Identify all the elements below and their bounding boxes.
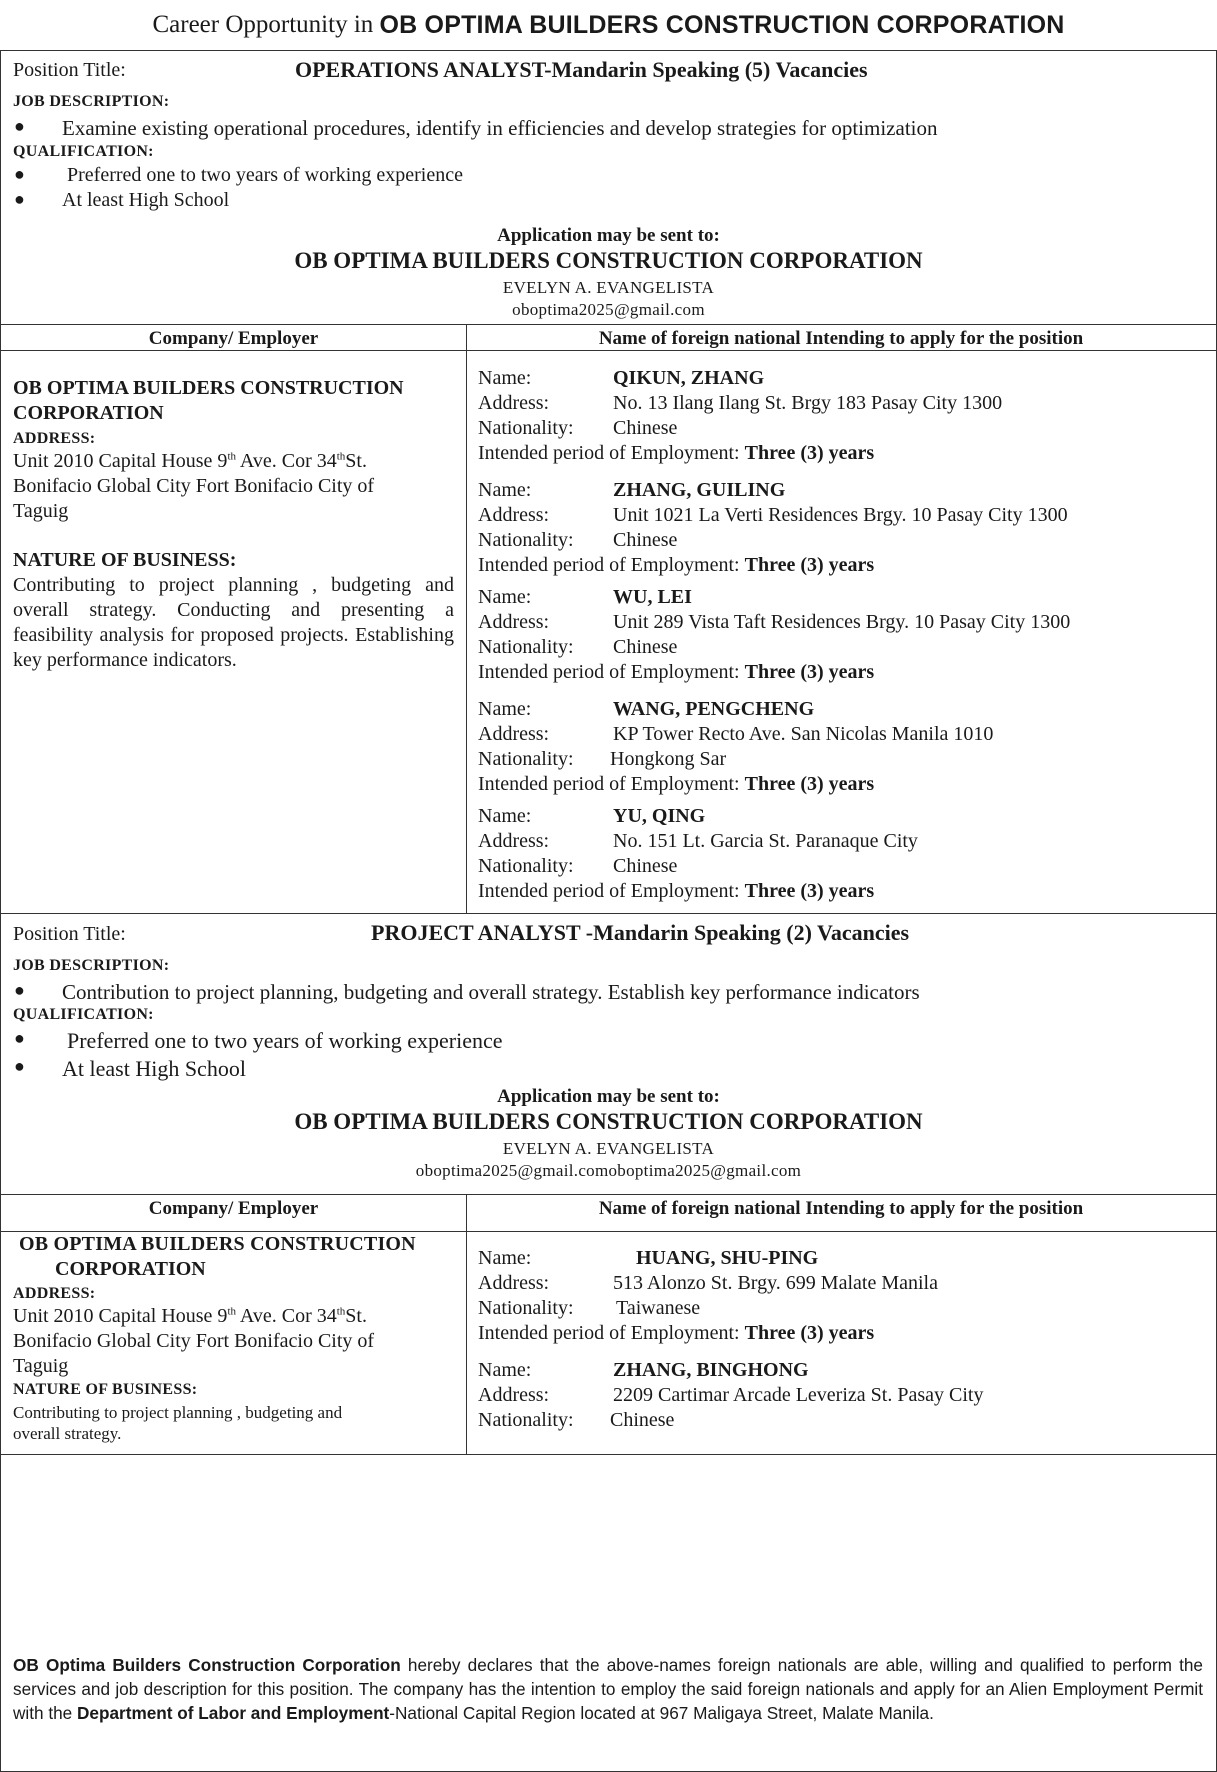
position2-job-desc-label: JOB DESCRIPTION:	[13, 957, 170, 974]
divider	[1, 1454, 1216, 1455]
column-divider	[466, 324, 467, 913]
position1-col-employer: Company/ Employer	[148, 328, 319, 349]
national-name: ZHANG, BINGHONG	[613, 1359, 809, 1381]
header-prefix: Career Opportunity in	[152, 11, 374, 38]
national-period: Three (3) years	[744, 773, 875, 795]
address-label: Address:	[478, 611, 550, 633]
national-nationality: Chinese	[613, 855, 678, 877]
declaration-company: OB Optima Builders Construction Corporation	[13, 1655, 401, 1675]
name-label: Name:	[478, 1247, 532, 1269]
national-address: Unit 1021 La Verti Residences Brgy. 10 Pasay City 1300	[613, 504, 1068, 526]
employer2-nature-cont: overall strategy.	[13, 1424, 122, 1443]
nationality-label: Nationality:	[478, 529, 574, 551]
nationality-label: Nationality:	[478, 748, 574, 770]
nationality-label: Nationality:	[478, 855, 574, 877]
address-label: Address:	[478, 392, 550, 414]
position2-app-contact: EVELYN A. EVANGELISTA	[502, 1139, 715, 1158]
employer1-nature-label: NATURE OF BUSINESS:	[13, 549, 237, 571]
position1-job-desc-item: ● Examine existing operational procedures, identify in efficiencies and develop strategies for optimization	[14, 116, 938, 140]
name-label: Name:	[478, 367, 532, 389]
position2-qual-label: QUALIFICATION:	[13, 1006, 154, 1023]
employer1-name: OB OPTIMA BUILDERS CONSTRUCTION	[13, 377, 404, 399]
name-label: Name:	[478, 1359, 532, 1381]
bullet-icon: ●	[14, 189, 25, 209]
address-label: Address:	[478, 723, 550, 745]
national-address: No. 13 Ilang Ilang St. Brgy 183 Pasay City 1300	[613, 392, 1003, 414]
name-label: Name:	[478, 586, 532, 608]
national-entry	[478, 479, 1198, 579]
period-label: Intended period of Employment:	[478, 554, 745, 576]
header-company: OB OPTIMA BUILDERS CONSTRUCTION CORPORATION	[379, 10, 1065, 39]
position2-app-company: OB OPTIMA BUILDERS CONSTRUCTION CORPORATION	[294, 1109, 923, 1134]
name-label: Name:	[478, 698, 532, 720]
national-nationality: Chinese	[613, 636, 678, 658]
posting-frame	[0, 50, 1217, 1772]
position1-qual-item: ● At least High School	[14, 189, 230, 211]
period-label: Intended period of Employment:	[478, 442, 745, 464]
address-label: Address:	[478, 830, 550, 852]
nationality-label: Nationality:	[478, 417, 574, 439]
position2-label: Position Title:	[13, 923, 126, 945]
period-label: Intended period of Employment:	[478, 661, 745, 683]
national-entry	[478, 698, 1198, 798]
period-label: Intended period of Employment:	[478, 880, 745, 902]
employer1-address-label: ADDRESS:	[13, 430, 96, 447]
national-entry	[478, 367, 1198, 467]
employer2-address: Unit 2010 Capital House 9th Ave. Cor 34thSt.	[13, 1305, 367, 1327]
national-address: KP Tower Recto Ave. San Nicolas Manila 1010	[613, 723, 994, 745]
employer1-nature: Contributing to project planning , budgeting and overall strategy. Conducting and presenting a feasibility analysis for proposed projects. Establishing key performance indicators.	[13, 574, 454, 671]
national-name: YU, QING	[613, 805, 706, 827]
national-address: 513 Alonzo St. Brgy. 699 Malate Manila	[613, 1272, 938, 1294]
national-nationality: Chinese	[613, 417, 678, 439]
national-period: Three (3) years	[744, 442, 875, 464]
employer2-address-line3: Taguig	[13, 1355, 69, 1377]
position2-qual-item: ● Preferred one to two years of working experience	[14, 1028, 503, 1053]
declaration-dole: Department of Labor and Employment	[77, 1703, 390, 1723]
national-period: Three (3) years	[744, 554, 875, 576]
divider	[1, 1194, 1216, 1195]
position2-app-label: Application may be sent to:	[497, 1086, 720, 1107]
position1-app-company: OB OPTIMA BUILDERS CONSTRUCTION CORPORATION	[294, 248, 923, 273]
period-label: Intended period of Employment:	[478, 773, 745, 795]
nationality-label: Nationality:	[478, 636, 574, 658]
position1-title: OPERATIONS ANALYST-Mandarin Speaking (5) Vacancies	[295, 57, 868, 82]
employer2-address-label: ADDRESS:	[13, 1285, 96, 1302]
divider	[1, 913, 1216, 914]
national-nationality: Hongkong Sar	[610, 748, 727, 770]
national-entry	[478, 586, 1198, 686]
name-label: Name:	[478, 479, 532, 501]
bullet-icon: ●	[14, 1056, 25, 1076]
national-entry	[478, 805, 1198, 905]
position1-app-label: Application may be sent to:	[497, 225, 720, 246]
national-entry	[478, 1359, 1198, 1439]
national-nationality: Chinese	[610, 1409, 675, 1431]
national-name: ZHANG, GUILING	[613, 479, 786, 501]
employer2-name-cont: CORPORATION	[55, 1258, 206, 1280]
position2-qual-item: ● At least High School	[14, 1056, 246, 1081]
position1-app-contact: EVELYN A. EVANGELISTA	[502, 278, 715, 297]
national-name: WANG, PENGCHENG	[613, 698, 815, 720]
position1-job-desc-label: JOB DESCRIPTION:	[13, 93, 170, 110]
position2-job-desc-item: ● Contribution to project planning, budgeting and overall strategy. Establish key performance indicators	[14, 980, 920, 1004]
position1-col-foreign: Name of foreign national Intending to apply for the position	[598, 328, 1084, 349]
bullet-icon: ●	[14, 116, 25, 136]
employer1-address: Unit 2010 Capital House 9th Ave. Cor 34thSt.	[13, 450, 367, 472]
national-nationality: Chinese	[613, 529, 678, 551]
address-label: Address:	[478, 504, 550, 526]
nationality-label: Nationality:	[478, 1297, 574, 1319]
national-name: WU, LEI	[613, 586, 692, 608]
bullet-icon: ●	[14, 1028, 25, 1048]
national-period: Three (3) years	[744, 661, 875, 683]
employer1-address-line3: Taguig	[13, 500, 69, 522]
national-name: QIKUN, ZHANG	[613, 367, 765, 389]
employer1-address-line2: Bonifacio Global City Fort Bonifacio City of	[13, 475, 375, 497]
national-address: 2209 Cartimar Arcade Leveriza St. Pasay City	[613, 1384, 984, 1406]
position1-qual-item: ● Preferred one to two years of working experience	[14, 164, 463, 186]
address-label: Address:	[478, 1272, 550, 1294]
position1-qual-label: QUALIFICATION:	[13, 143, 154, 160]
position1-label: Position Title:	[13, 59, 126, 81]
national-nationality: Taiwanese	[616, 1297, 701, 1319]
position2-title: PROJECT ANALYST -Mandarin Speaking (2) Vacancies	[371, 920, 910, 945]
national-address: Unit 289 Vista Taft Residences Brgy. 10 Pasay City 1300	[613, 611, 1071, 633]
divider	[1, 350, 1216, 351]
address-label: Address:	[478, 1384, 550, 1406]
employer2-nature: Contributing to project planning , budgeting and	[13, 1403, 343, 1422]
position2-col-foreign: Name of foreign national Intending to apply for the position	[598, 1198, 1084, 1219]
national-period: Three (3) years	[744, 1322, 875, 1344]
position1-app-email: oboptima2025@gmail.com	[512, 300, 705, 319]
employer2-name: OB OPTIMA BUILDERS CONSTRUCTION	[19, 1233, 416, 1255]
period-label: Intended period of Employment:	[478, 1322, 745, 1344]
bullet-icon: ●	[14, 164, 25, 184]
declaration-text: OB Optima Builders Construction Corporation hereby declares that the above-names foreign nationals are able, willing and qualified to perform the services and job description for this position. The company has the intention to employ the said foreign nationals and apply for an Alien Employment Permit with the Department of Labor and Employment-National Capital Region located at 967 Maligaya Street, Malate Manila.	[13, 1655, 1203, 1723]
page-header	[0, 0, 1217, 50]
name-label: Name:	[478, 805, 532, 827]
employer2-address-line2: Bonifacio Global City Fort Bonifacio City of	[13, 1330, 375, 1352]
position2-col-employer: Company/ Employer	[148, 1198, 319, 1219]
position2-app-email: oboptima2025@gmail.comoboptima2025@gmail.com	[415, 1161, 802, 1180]
column-divider	[466, 1194, 467, 1454]
national-entry	[478, 1247, 1198, 1347]
employer1-name-cont: CORPORATION	[13, 402, 164, 424]
employer2-nature-label: NATURE OF BUSINESS:	[13, 1381, 198, 1398]
divider	[1, 1231, 1216, 1232]
divider	[1, 324, 1216, 325]
national-period: Three (3) years	[744, 880, 875, 902]
bullet-icon: ●	[14, 980, 25, 1000]
national-name: HUANG, SHU-PING	[636, 1247, 819, 1269]
nationality-label: Nationality:	[478, 1409, 574, 1431]
national-address: No. 151 Lt. Garcia St. Paranaque City	[613, 830, 918, 852]
